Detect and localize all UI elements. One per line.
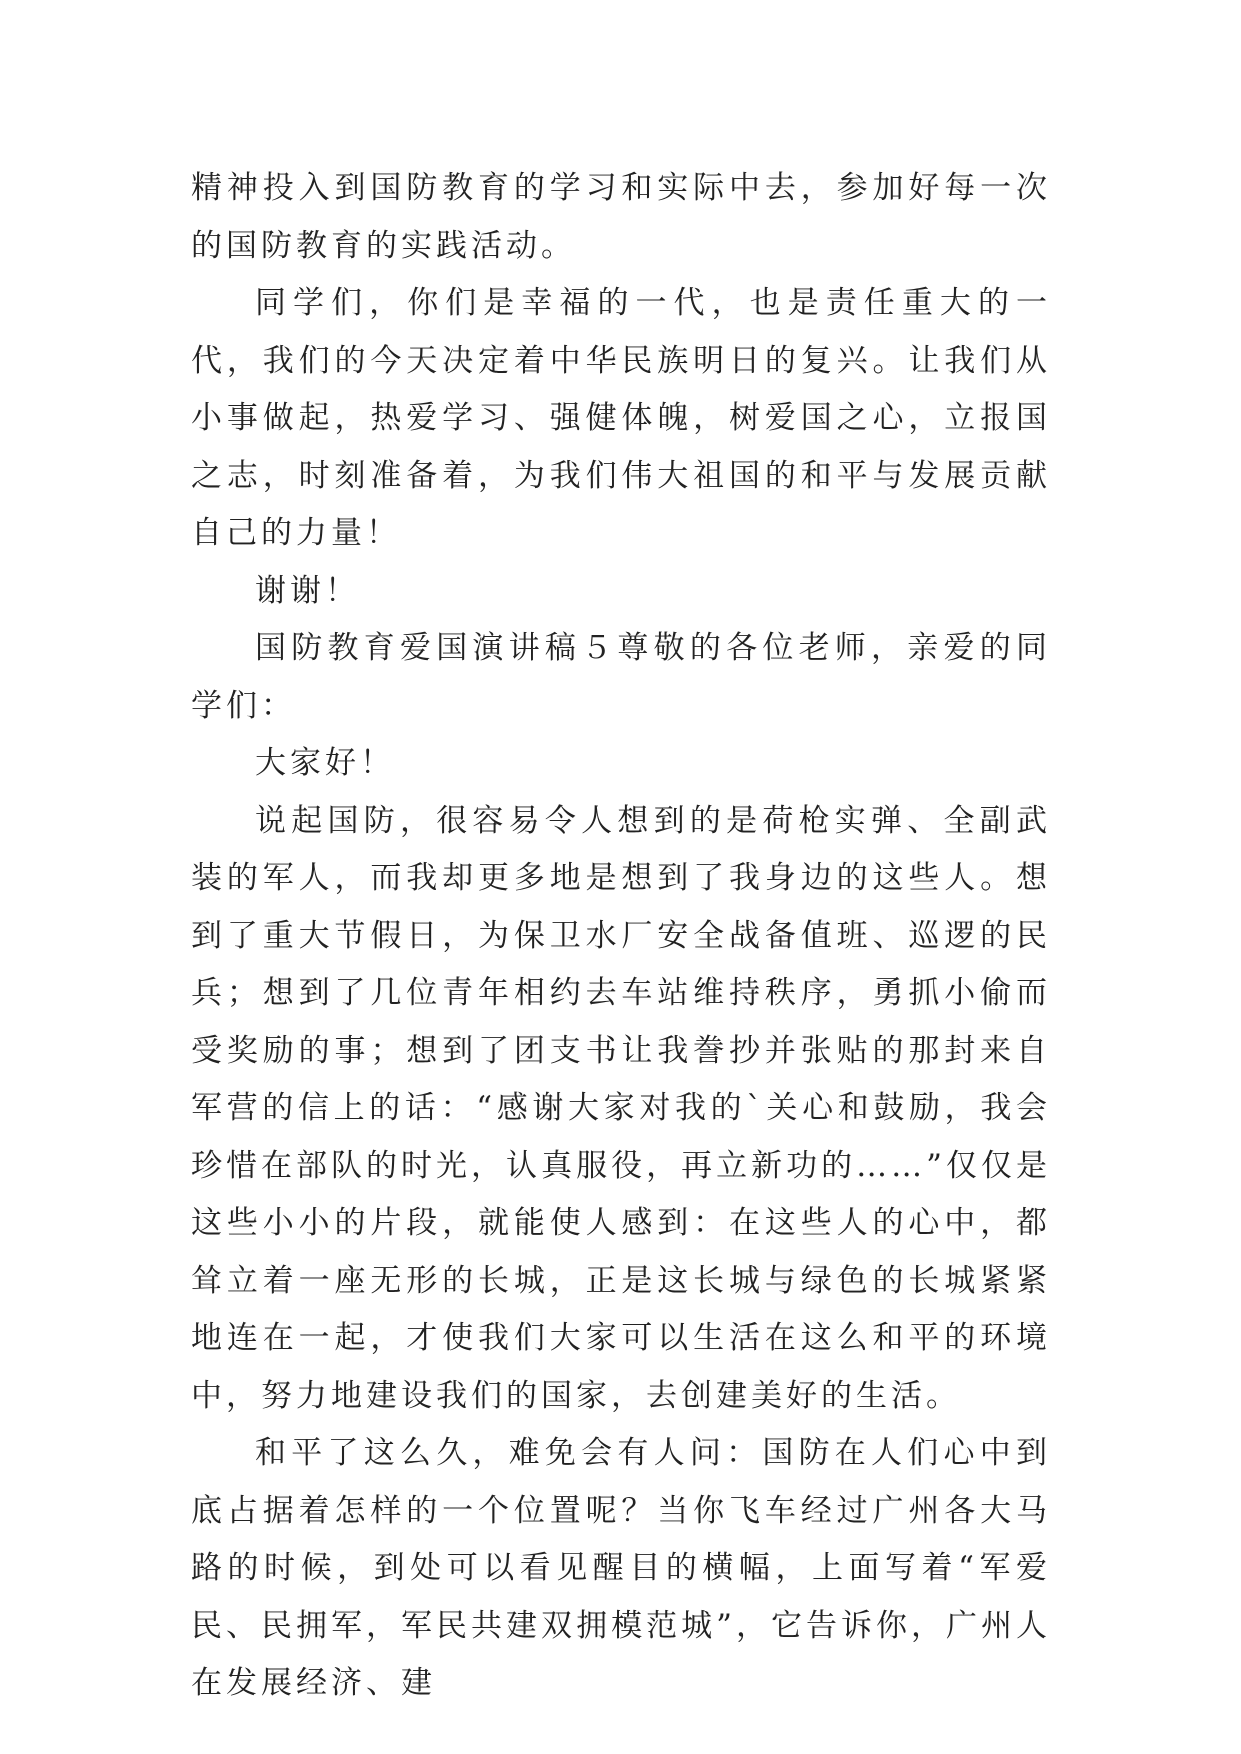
paragraph-national-defense: 说起国防，很容易令人想到的是荷枪实弹、全副武装的军人，而我却更多地是想到了我身边的这些人。想到了重大节假日，为保卫水厂安全战备值班、巡逻的民兵；想到了几位青年相约去车站维持秩序，勇抓小偷而受奖励的事；想到了团支书让我誊抄并张贴的那封来自军营的信上的话：“感谢大家对我的`关心和鼓励，我会珍惜在部队的时光，认真服役，再立新功的……”仅仅是这些小小的片段，就能使人感到：在这些人的心中，都耸立着一座无形的长城，正是这长城与绿色的长城紧紧地连在一起，才使我们大家可以生活在这么和平的环境中，努力地建设我们的国家，去创建美好的生活。 bbox=[191, 802, 1051, 1414]
greeting: 大家好！ bbox=[255, 745, 395, 781]
paragraph-continuation: 精神投入到国防教育的学习和实际中去，参加好每一次的国防教育的实践活动。 bbox=[191, 170, 1051, 264]
speech-heading: 国防教育爱国演讲稿５尊敬的各位老师，亲爱的同学们： bbox=[191, 630, 1051, 724]
paragraph-peace: 和平了这么久，难免会有人问：国防在人们心中到底占据着怎样的一个位置呢？当你飞车经过广州各大马路的时候，到处可以看见醒目的横幅，上面写着“军爱民、民拥军，军民共建双拥模范城”，它告诉你，广州人在发展经济、建 bbox=[191, 1435, 1051, 1701]
paragraph-thanks: 谢谢！ bbox=[255, 572, 360, 609]
document-body bbox=[191, 160, 1051, 1713]
paragraph-responsibility: 同学们，你们是幸福的一代，也是责任重大的一代，我们的今天决定着中华民族明日的复兴。让我们从小事做起，热爱学习、强健体魄，树爱国之心，立报国之志，时刻准备着，为我们伟大祖国的和平与发展贡献自己的力量！ bbox=[191, 285, 1051, 551]
